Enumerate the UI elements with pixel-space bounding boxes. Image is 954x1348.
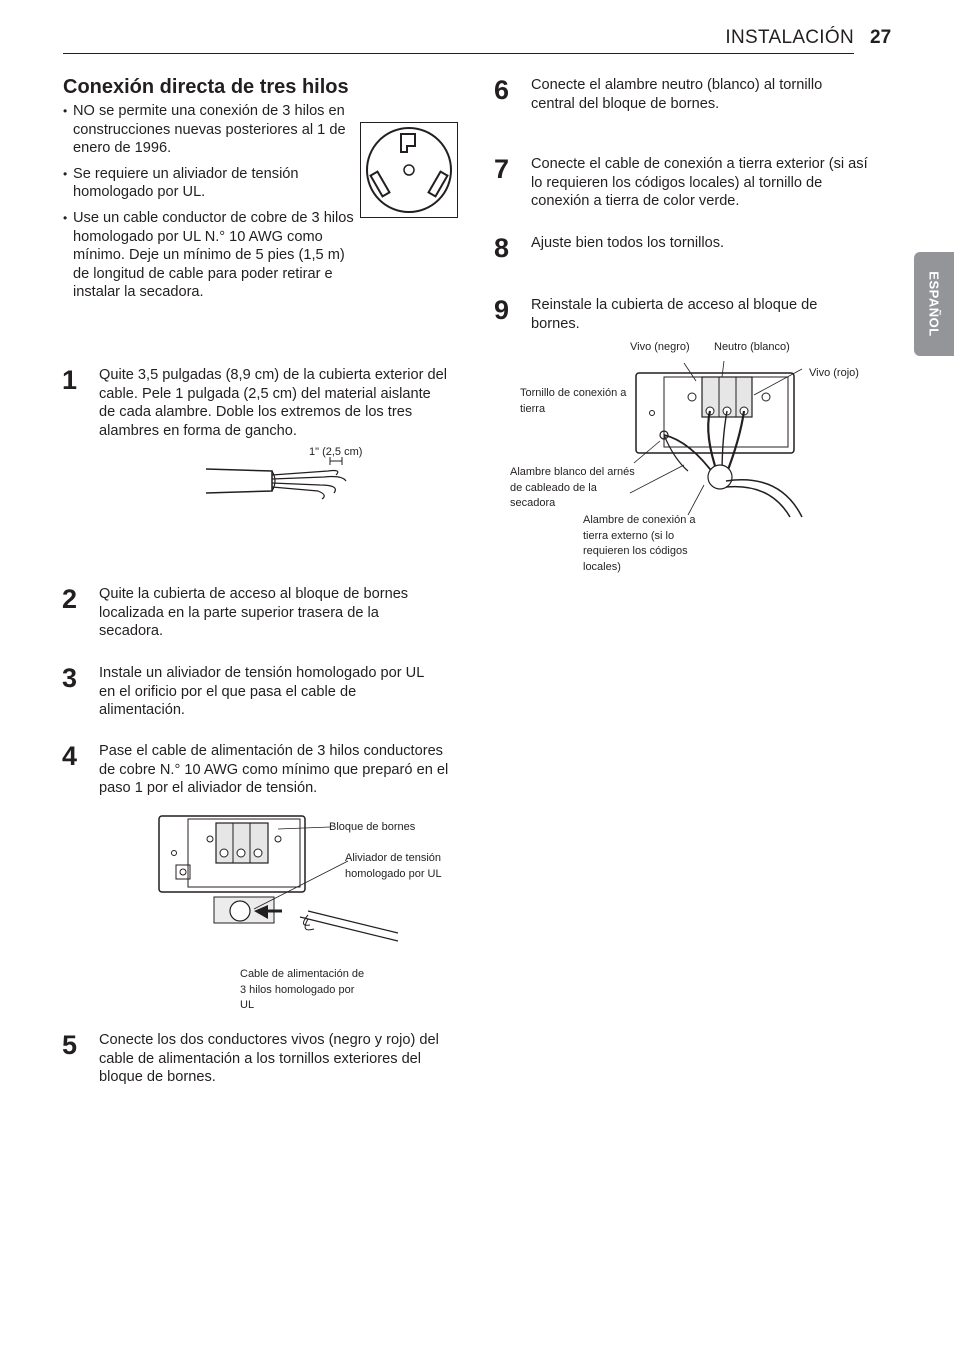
step-text: Quite 3,5 pulgadas (8,9 cm) de la cubierta exterior del cable. Pele 1 pulgada (2,5 cm) del material aislante de cada alambre. Doble los extremos de los tres alambres en forma de gancho. bbox=[99, 367, 448, 439]
step-text: Conecte el alambre neutro (blanco) al tornillo central del bloque de bornes. bbox=[531, 77, 823, 112]
step-number: 5 bbox=[62, 1030, 78, 1060]
terminal-block-figure bbox=[158, 815, 408, 955]
step-number: 6 bbox=[494, 75, 510, 105]
step-text: Quite la cubierta de acceso al bloque de bornes localizada en la parte superior trasera de la secadora. bbox=[99, 586, 409, 640]
step-text: Reinstale la cubierta de acceso al bloque de bornes. bbox=[531, 297, 818, 332]
neutral-white-label: Neutro (blanco) bbox=[714, 341, 790, 353]
power-cord-label: Cable de alimentación de 3 hilos homologado por UL bbox=[240, 968, 365, 1011]
stripped-cable-figure bbox=[200, 455, 360, 501]
terminal-block-label: Bloque de bornes bbox=[329, 821, 416, 833]
three-wire-receptacle-icon bbox=[360, 122, 458, 218]
external-ground-label: Alambre de conexión a tierra externo (si lo requieren los códigos locales) bbox=[583, 514, 696, 573]
step-number: 2 bbox=[62, 584, 78, 614]
step-number: 8 bbox=[494, 233, 510, 263]
live-black-label: Vivo (negro) bbox=[630, 341, 690, 353]
step-number: 3 bbox=[62, 663, 78, 693]
strip-length-label: 1" (2,5 cm) bbox=[309, 446, 363, 458]
header-section-title: INSTALACIÓN bbox=[725, 27, 854, 48]
step-text: Instale un aliviador de tensión homologado por UL en el orificio por el que pasa el cable de alimentación. bbox=[99, 665, 424, 719]
language-tab bbox=[914, 252, 954, 356]
live-red-label: Vivo (rojo) bbox=[809, 367, 859, 379]
step-text: Pase el cable de alimentación de 3 hilos conductores de cobre N.° 10 AWG como mínimo que preparó en el paso 1 por el aliviador de tensión. bbox=[99, 743, 449, 797]
list-item: • NO se permite una conexión de 3 hilos en construcciones nuevas posteriores al 1 de enero de 1996. bbox=[63, 102, 363, 158]
ground-screw-label: Tornillo de conexión a tierra bbox=[520, 387, 627, 415]
step-text: Conecte los dos conductores vivos (negro y rojo) del cable de alimentación a los tornillos exteriores del bloque de bornes. bbox=[99, 1032, 439, 1086]
white-harness-label: Alambre blanco del arnés de cableado de la secadora bbox=[510, 466, 635, 509]
header-rule bbox=[63, 53, 854, 54]
step-text: Conecte el cable de conexión a tierra exterior (si así lo requieren los códigos locales) al tornillo de conexión a tierra de color verde. bbox=[531, 156, 868, 210]
list-item: • Se requiere un aliviador de tensión homologado por UL. bbox=[63, 165, 363, 202]
step-number: 7 bbox=[494, 154, 510, 184]
language-tab-label: ESPAÑOL bbox=[926, 271, 942, 337]
final-wiring-figure bbox=[630, 355, 810, 520]
list-item: • Use un cable conductor de cobre de 3 hilos homologado por UL N.° 10 AWG como mínimo. Deje un mínimo de 5 pies (1,5 m) de longitud de cable para poder retirar e instalar la secadora. bbox=[63, 209, 363, 302]
requirements-list bbox=[63, 102, 363, 309]
step-text: Ajuste bien todos los tornillos. bbox=[531, 235, 725, 251]
strain-relief-label: Aliviador de tensión homologado por UL bbox=[345, 852, 442, 880]
step-number: 9 bbox=[494, 295, 510, 325]
step-number: 4 bbox=[62, 741, 78, 771]
page-number: 27 bbox=[870, 27, 892, 48]
step-number: 1 bbox=[62, 365, 78, 395]
section-title: Conexión directa de tres hilos bbox=[63, 76, 349, 98]
